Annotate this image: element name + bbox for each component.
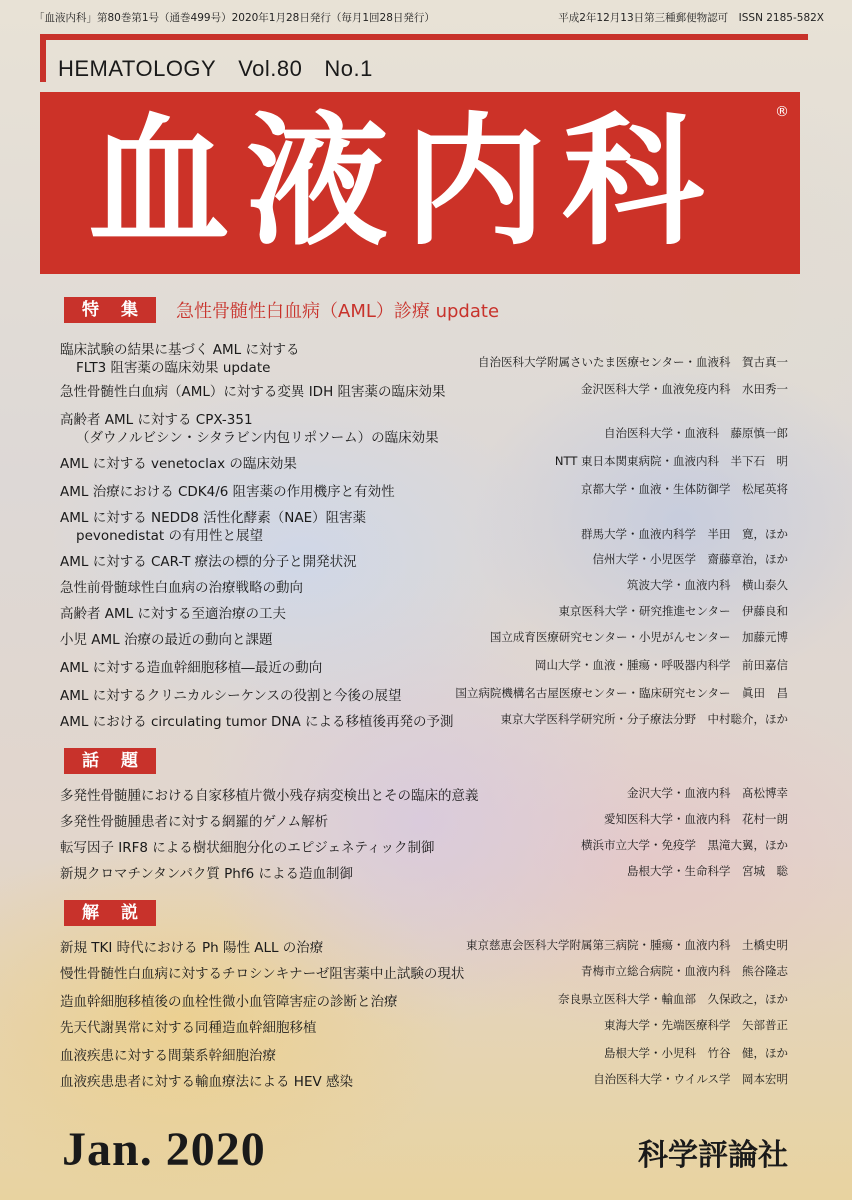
number: No.1 <box>324 56 373 81</box>
toc-item[interactable]: 急性骨髄性白血病（AML）に対する変異 IDH 阻害薬の臨床効果 金沢医科大学・血液免疫内科 水田秀一 <box>60 382 788 400</box>
toc-item[interactable]: AML に対する venetoclax の臨床効果 NTT 東日本関東病院・血液内科 半下石 明 <box>60 454 788 472</box>
section-label-feature: 特 集 <box>64 297 156 323</box>
volume: Vol.80 <box>238 56 303 81</box>
toc-author: 愛知医科大学・血液内科 花村一朗 <box>604 812 788 826</box>
toc-author: 東京大学医科学研究所・分子療法分野 中村聡介，ほか <box>500 712 788 726</box>
registered-mark: ® <box>775 104 789 120</box>
toc-item[interactable]: AML に対するクリニカルシーケンスの役割と今後の展望 国立病院機構名古屋医療センター・臨床研究センター 眞田 昌 <box>60 686 788 704</box>
toc-author: 信州大学・小児医学 齋藤章治，ほか <box>592 552 788 566</box>
toc-item[interactable]: 多発性骨髄腫患者に対する網羅的ゲノム解析 愛知医科大学・血液内科 花村一朗 <box>60 812 788 830</box>
red-frame-top <box>40 34 808 40</box>
toc-item[interactable]: 多発性骨髄腫における自家移植片微小残存病変検出とその臨床的意義 金沢大学・血液内科 髙松博幸 <box>60 786 788 804</box>
toc-item[interactable]: 小児 AML 治療の最近の動向と課題 国立成育医療研究センター・小児がんセンター 加藤元博 <box>60 630 788 648</box>
toc-author: 東京医科大学・研究推進センター 伊藤良和 <box>558 604 788 618</box>
toc-author: 金沢医科大学・血液免疫内科 水田秀一 <box>581 382 788 396</box>
toc-item[interactable]: 血液疾患に対する間葉系幹細胞治療 島根大学・小児科 竹谷 健，ほか <box>60 1046 788 1064</box>
toc-item[interactable]: 新規クロマチンタンパク質 Phf6 による造血制御 島根大学・生命科学 宮城 聡 <box>60 864 788 882</box>
toc-item[interactable]: 血液疾患患者に対する輸血療法による HEV 感染 自治医科大学・ウイルス学 岡本宏明 <box>60 1072 788 1090</box>
journal-en-name: HEMATOLOGY <box>58 56 217 81</box>
toc-author: 島根大学・小児科 竹谷 健，ほか <box>604 1046 788 1060</box>
toc-author: NTT 東日本関東病院・血液内科 半下石 明 <box>554 454 788 468</box>
toc-item[interactable]: AML に対する CAR-T 療法の標的分子と開発状況 信州大学・小児医学 齋藤章治，ほか <box>60 552 788 570</box>
toc-item[interactable]: 急性前骨髄球性白血病の治療戦略の動向 筑波大学・血液内科 横山泰久 <box>60 578 788 596</box>
toc-item[interactable]: 慢性骨髄性白血病に対するチロシンキナーゼ阻害薬中止試験の現状 青梅市立総合病院・血液内科 熊谷隆志 <box>60 964 788 982</box>
toc-author: 東海大学・先端医療科学 矢部普正 <box>604 1018 788 1032</box>
issue-date: Jan. 2020 <box>62 1123 266 1176</box>
publisher-name: 科学評論社 <box>638 1138 788 1173</box>
toc-item[interactable]: AML に対する NEDD8 活性化酵素（NAE）阻害薬 pevonedistat の有用性と展望 群馬大学・血液内科学 半田 寛，ほか <box>60 510 788 544</box>
postal-info: 平成2年12月13日第三種郵便物認可 ISSN 2185-582X <box>558 12 824 24</box>
toc-author: 東京慈恵会医科大学附属第三病院・腫瘍・血液内科 土橋史明 <box>466 938 788 952</box>
toc-author: 京都大学・血液・生体防御学 松尾英将 <box>581 482 788 496</box>
toc-author: 金沢大学・血液内科 髙松博幸 <box>627 786 788 800</box>
toc-author: 自治医科大学附属さいたま医療センター・血液科 賀古真一 <box>477 355 788 369</box>
section-label-topics: 話 題 <box>64 748 156 774</box>
toc-author: 群馬大学・血液内科学 半田 寛，ほか <box>581 527 788 541</box>
feature-subtitle: 急性骨髄性白血病（AML）診療 update <box>176 301 500 322</box>
toc-author: 横浜市立大学・免疫学 黒滝大翼，ほか <box>581 838 788 852</box>
toc-item[interactable]: 先天代謝異常に対する同種造血幹細胞移植 東海大学・先端医療科学 矢部普正 <box>60 1018 788 1036</box>
toc-item[interactable]: 造血幹細胞移植後の血栓性微小血管障害症の診断と治療 奈良県立医科大学・輸血部 久保政之，ほか <box>60 992 788 1010</box>
toc-item[interactable]: 臨床試験の結果に基づく AML に対する FLT3 阻害薬の臨床効果 update 自治医科大学附属さいたま医療センター・血液科 賀古真一 <box>60 342 788 376</box>
toc-author: 自治医科大学・血液科 藤原慎一郎 <box>604 426 788 440</box>
toc-author: 島根大学・生命科学 宮城 聡 <box>627 864 788 878</box>
toc-item[interactable]: AML における circulating tumor DNA による移植後再発の予測 東京大学医科学研究所・分子療法分野 中村聡介，ほか <box>60 712 788 730</box>
toc-author: 岡山大学・血液・腫瘍・呼吸器内科学 前田嘉信 <box>535 658 788 672</box>
toc-author: 奈良県立医科大学・輸血部 久保政之，ほか <box>558 992 788 1006</box>
toc-item[interactable]: 高齢者 AML に対する CPX-351 （ダウノルビシン・シタラビン内包リポソーム）の臨床効果 自治医科大学・血液科 藤原慎一郎 <box>60 412 788 446</box>
journal-title: 血液内科 <box>88 100 720 265</box>
toc-item[interactable]: AML 治療における CDK4/6 阻害薬の作用機序と有効性 京都大学・血液・生体防御学 松尾英将 <box>60 482 788 500</box>
toc-author: 青梅市立総合病院・血液内科 熊谷隆志 <box>581 964 788 978</box>
toc-item[interactable]: 新規 TKI 時代における Ph 陽性 ALL の治療 東京慈恵会医科大学附属第三病院・腫瘍・血液内科 土橋史明 <box>60 938 788 956</box>
toc-item[interactable]: AML に対する造血幹細胞移植―最近の動向 岡山大学・血液・腫瘍・呼吸器内科学 前田嘉信 <box>60 658 788 676</box>
toc-author: 自治医科大学・ウイルス学 岡本宏明 <box>593 1072 788 1086</box>
journal-subtitle <box>58 56 395 82</box>
title-band <box>40 92 800 274</box>
toc-author: 国立病院機構名古屋医療センター・臨床研究センター 眞田 昌 <box>455 686 788 700</box>
toc-author: 筑波大学・血液内科 横山泰久 <box>627 578 788 592</box>
issue-info: 「血液内科」第80巻第1号（通巻499号）2020年1月28日発行（毎月1回28日発行） <box>34 12 435 24</box>
toc-item[interactable]: 転写因子 IRF8 による樹状細胞分化のエピジェネティック制御 横浜市立大学・免疫学 黒滝大翼，ほか <box>60 838 788 856</box>
toc-item[interactable]: 高齢者 AML に対する至適治療の工夫 東京医科大学・研究推進センター 伊藤良和 <box>60 604 788 622</box>
red-frame-left <box>40 34 46 82</box>
section-label-review: 解 説 <box>64 900 156 926</box>
toc-author: 国立成育医療研究センター・小児がんセンター 加藤元博 <box>489 630 788 644</box>
